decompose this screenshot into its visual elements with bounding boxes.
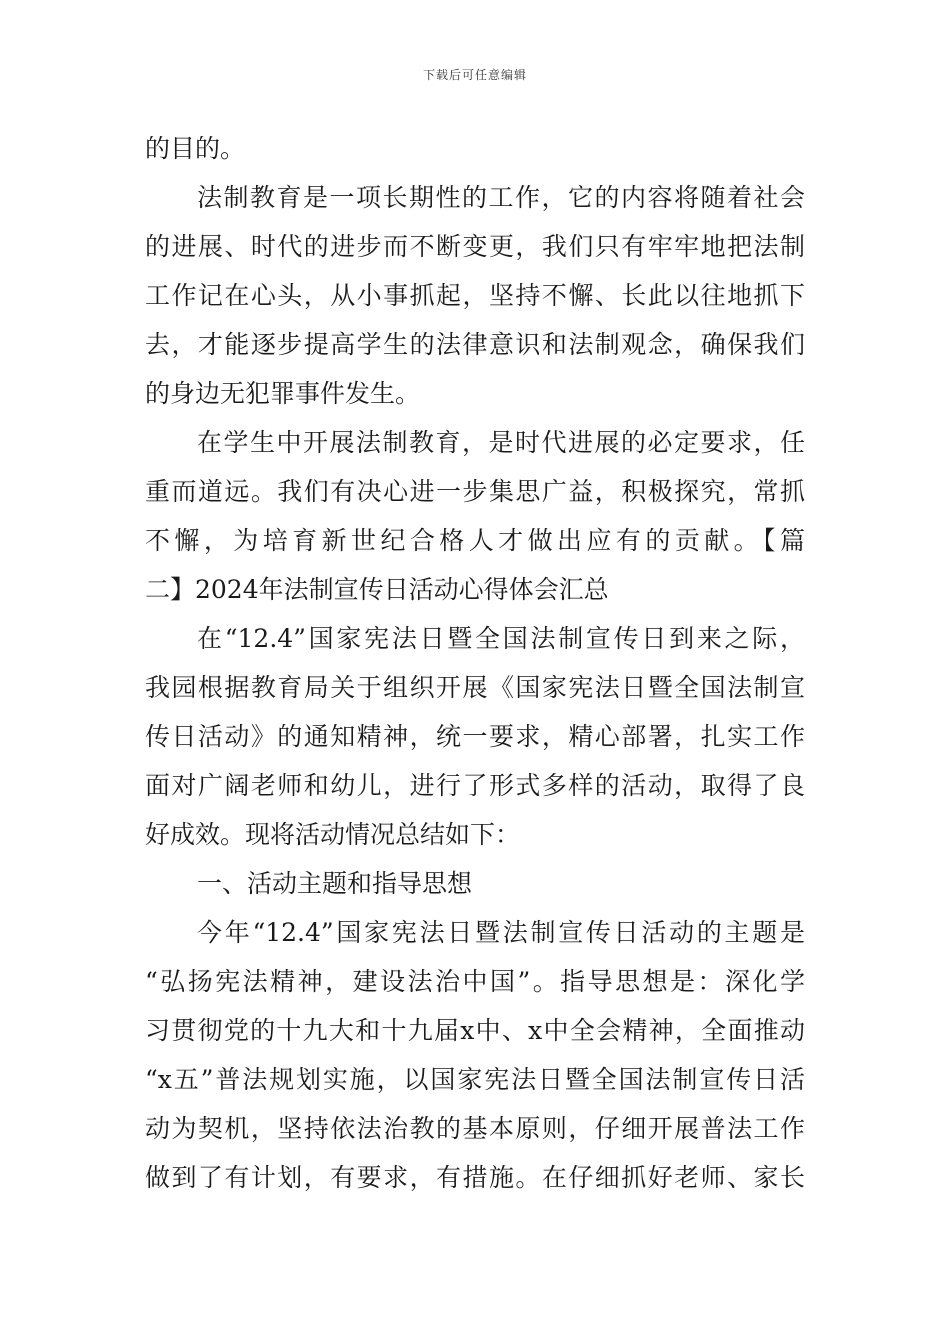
text-line: 二】2024年法制宣传日活动心得体会汇总 — [145, 575, 609, 604]
text-line: 好成效。现将活动情况总结如下： — [145, 820, 521, 849]
text-line: 习贯彻党的十九大和十九届x中、x中全会精神，全面推动 — [145, 1016, 805, 1045]
text-line: 不懈，为培育新世纪合格人才做出应有的贡献。【篇 — [145, 526, 805, 555]
page-header: 下载后可任意编辑 — [422, 68, 527, 82]
text-line: 今年“12.4”国家宪法日暨法制宣传日活动的主题是 — [197, 918, 805, 947]
text-line: 我园根据教育局关于组织开展《国家宪法日暨全国法制宣 — [145, 673, 805, 702]
text-line: 工作记在心头，从小事抓起，坚持不懈、长此以往地抓下 — [145, 281, 805, 310]
text-line: 去，才能逐步提高学生的法律意识和法制观念，确保我们 — [145, 330, 805, 359]
text-line: 一、活动主题和指导思想 — [197, 869, 473, 898]
text-line: 做到了有计划，有要求，有措施。在仔细抓好老师、家长 — [145, 1163, 805, 1192]
text-line: 重而道远。我们有决心进一步集思广益，积极探究，常抓 — [145, 477, 805, 506]
text-line: 动为契机，坚持依法治教的基本原则，仔细开展普法工作 — [145, 1114, 805, 1143]
text-line: “弘扬宪法精神，建设法治中国”。指导思想是：深化学 — [145, 967, 805, 996]
text-line: 的进展、时代的进步而不断变更，我们只有牢牢地把法制 — [145, 232, 805, 261]
text-line: 的身边无犯罪事件发生。 — [145, 379, 421, 408]
text-line: 传日活动》的通知精神，统一要求，精心部署，扎实工作 — [145, 722, 805, 751]
text-line: 法制教育是一项长期性的工作，它的内容将随着社会 — [197, 183, 805, 212]
text-line: 面对广阔老师和幼儿，进行了形式多样的活动，取得了良 — [145, 771, 805, 800]
text-line: 在“12.4”国家宪法日暨全国法制宣传日到来之际， — [197, 624, 805, 653]
text-line: “x五”普法规划实施，以国家宪法日暨全国法制宣传日活 — [145, 1065, 805, 1094]
document-body — [145, 124, 805, 1202]
text-line: 在学生中开展法制教育，是时代进展的必定要求，任 — [197, 428, 805, 457]
text-line: 的目的。 — [145, 134, 246, 163]
